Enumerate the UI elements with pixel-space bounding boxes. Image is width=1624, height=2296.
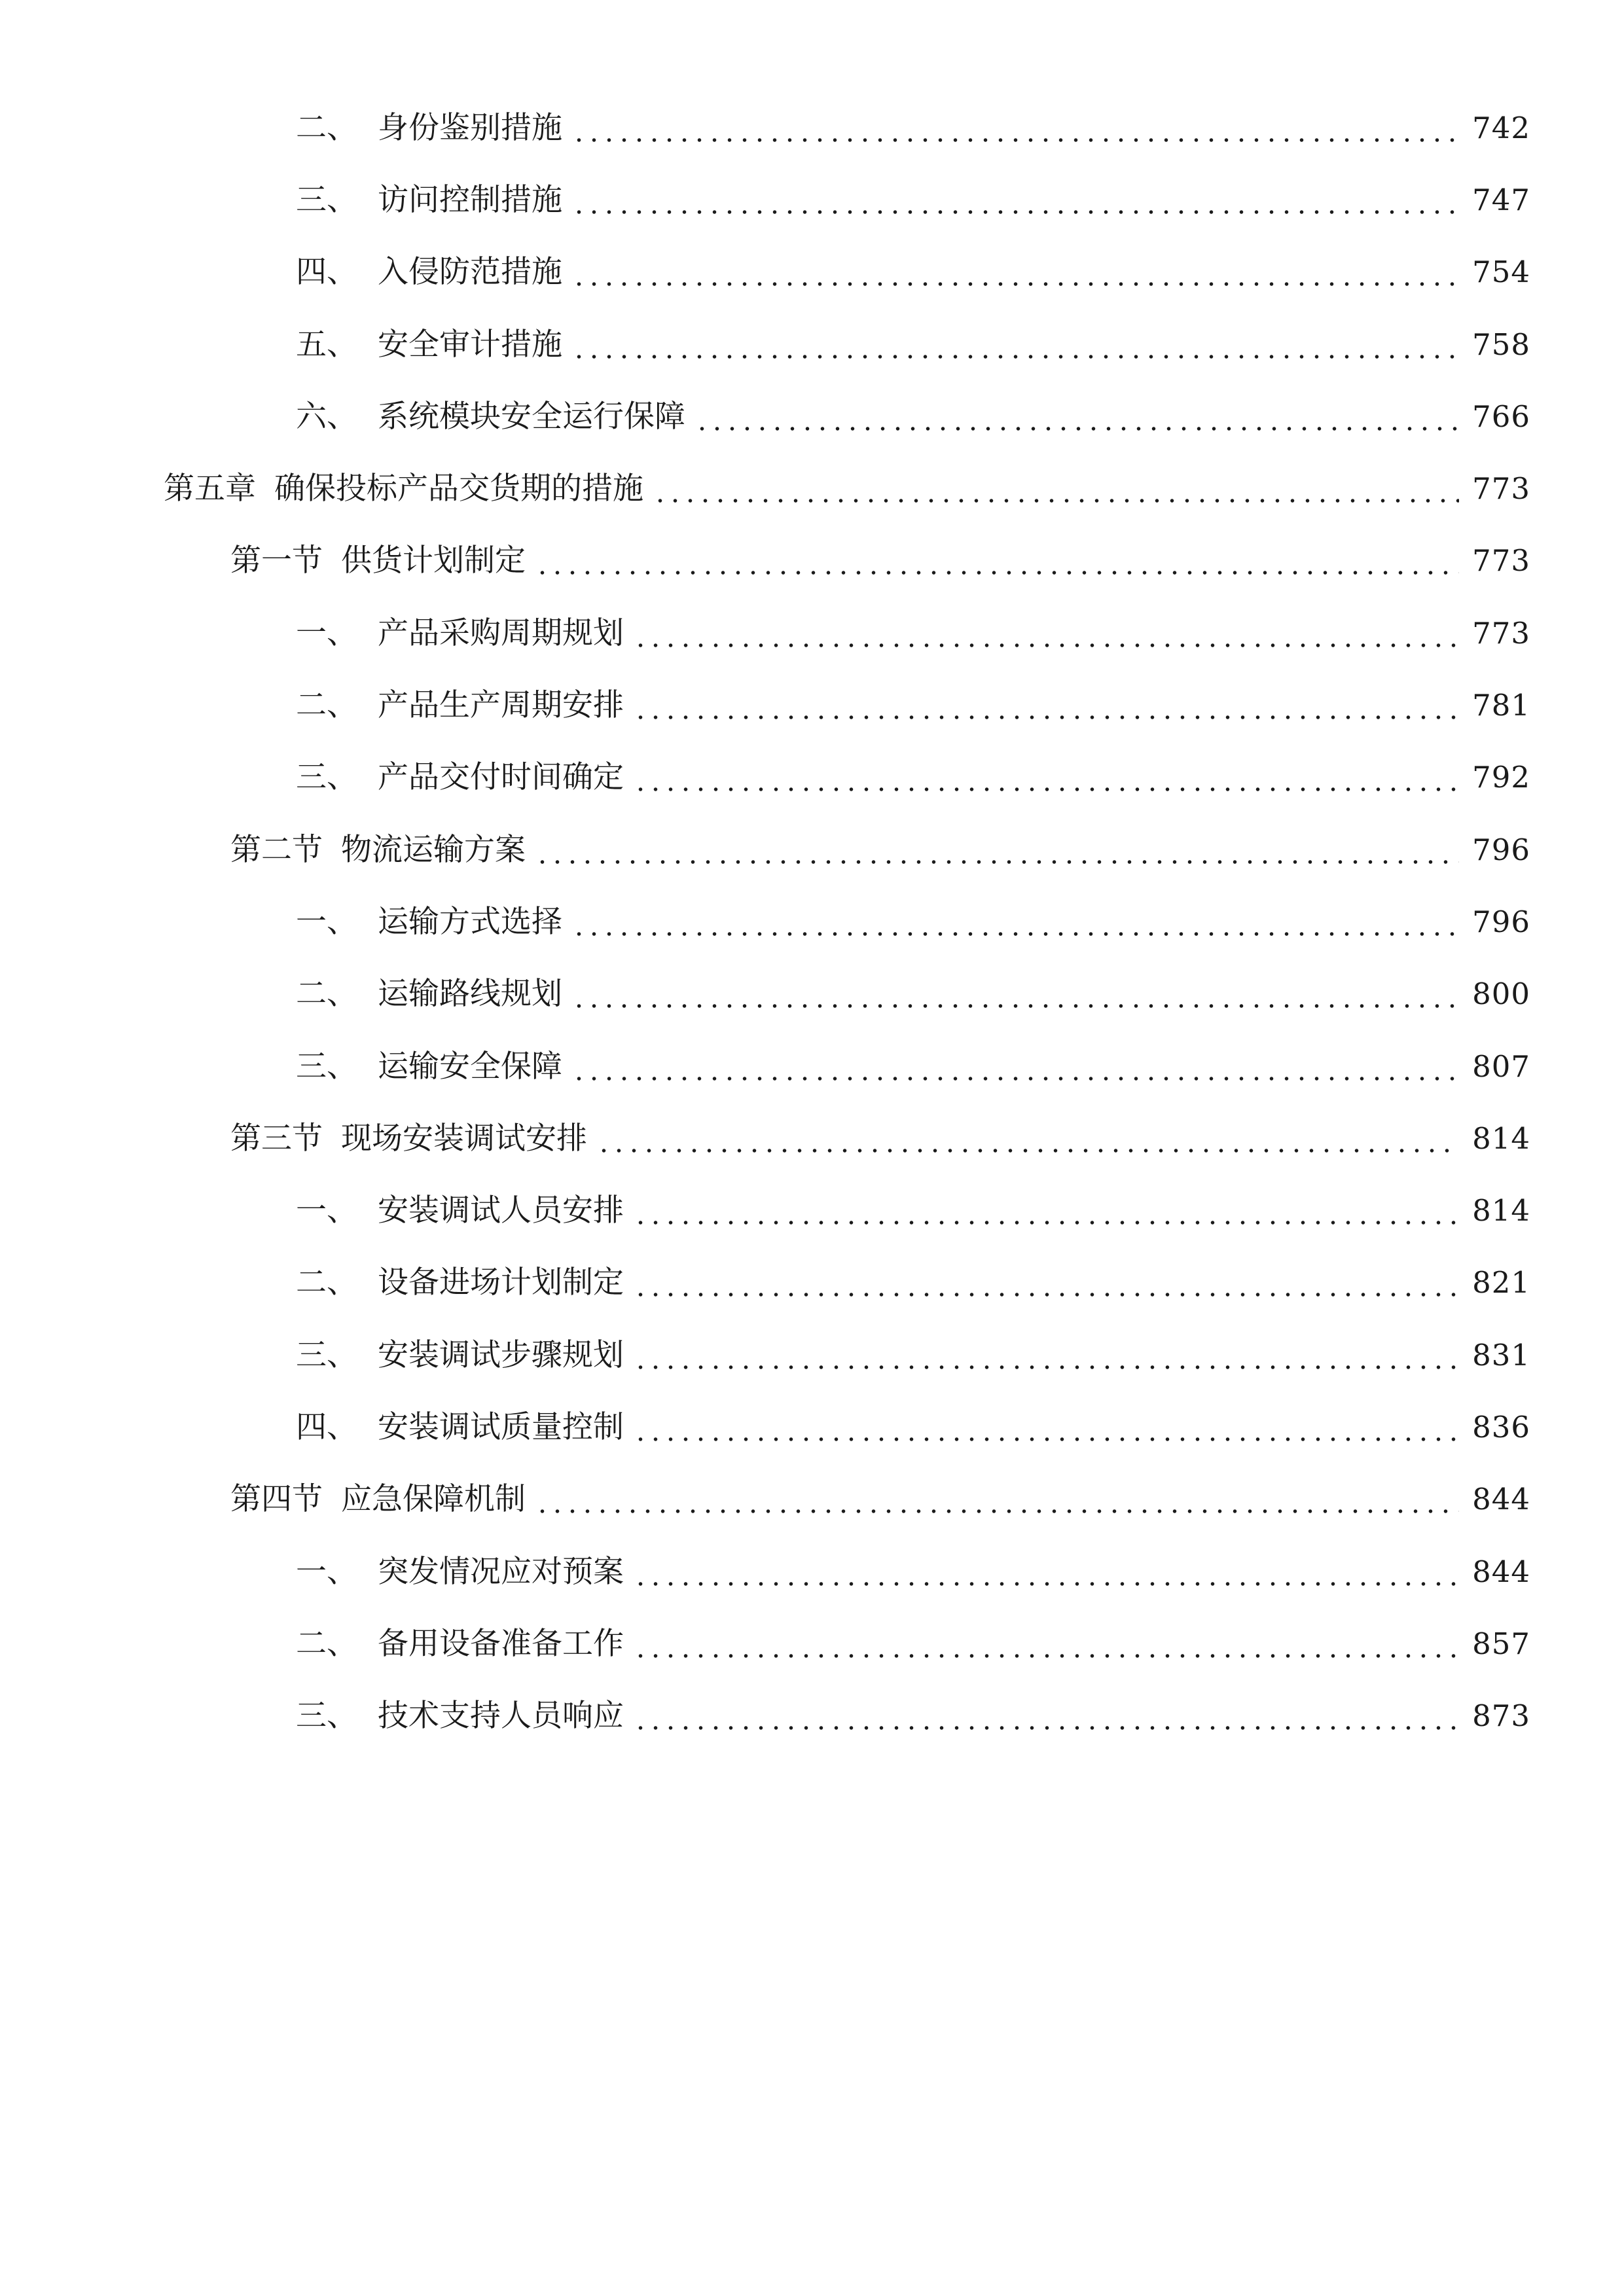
toc-entry-page-number: 821 [1472,1265,1530,1300]
toc-entry[interactable] [0,1174,1624,1246]
toc-entry-number: 五、 [296,326,357,363]
toc-entry-page-number: 758 [1472,327,1530,362]
dot-leader [633,1195,1459,1226]
toc-entry-number: 三、 [296,759,357,796]
dot-leader [571,1051,1459,1082]
toc-entry-page-number: 796 [1472,832,1530,867]
toc-entry[interactable] [0,92,1624,164]
toc-entry-number: 第一节 [230,543,323,579]
dot-leader [633,690,1459,721]
toc-entry-title: 产品生产周期安排 [378,687,624,724]
toc-entry-page-number: 873 [1472,1698,1530,1734]
toc-entry-number: 三、 [296,1336,357,1373]
toc-entry-page-number: 807 [1472,1049,1530,1084]
toc-entry-number: 第三节 [230,1120,323,1157]
toc-entry-title: 现场安装调试安排 [341,1120,587,1157]
toc-entry-title: 产品采购周期规划 [378,615,624,651]
dot-leader [535,1484,1459,1515]
toc-entry-title: 入侵防范措施 [378,254,562,291]
toc-entry[interactable] [0,1030,1624,1102]
toc-entry-number: 一、 [296,903,357,940]
dot-leader [571,185,1459,215]
dot-leader [571,329,1459,360]
toc-entry-page-number: 754 [1472,255,1530,290]
toc-entry-title: 确保投标产品交货期的措施 [274,471,643,507]
toc-entry[interactable] [0,1319,1624,1391]
toc-entry-number: 一、 [296,615,357,651]
toc-entry-title: 突发情况应对预案 [378,1553,624,1590]
toc-entry-page-number: 792 [1472,760,1530,795]
dot-leader [535,545,1459,576]
toc-entry-page-number: 814 [1472,1193,1530,1229]
toc-entry[interactable] [0,1680,1624,1752]
toc-entry-number: 三、 [296,1048,357,1085]
toc-entry-page-number: 773 [1472,615,1530,651]
dot-leader [633,1340,1459,1371]
dot-leader [653,473,1459,504]
toc-entry-page-number: 766 [1472,399,1530,434]
dot-leader [571,906,1459,937]
toc-entry-title: 运输路线规划 [378,976,562,1013]
dot-leader [633,1628,1459,1659]
dot-leader [633,1700,1459,1731]
toc-entry-page-number: 844 [1472,1554,1530,1589]
toc-entry[interactable] [0,597,1624,669]
toc-entry[interactable] [0,164,1624,236]
toc-entry-page-number: 773 [1472,543,1530,579]
toc-entry-page-number: 844 [1472,1482,1530,1517]
dot-leader [571,257,1459,287]
toc-entry-title: 供货计划制定 [341,543,526,579]
toc-entry-page-number: 747 [1472,182,1530,217]
toc-entry[interactable] [0,669,1624,741]
toc-entry-title: 访问控制措施 [378,181,562,218]
toc-entry-number: 四、 [296,1408,357,1445]
toc-entry-title: 系统模块安全运行保障 [378,398,685,435]
toc-entry-page-number: 742 [1472,110,1530,145]
toc-entry-number: 第四节 [230,1481,323,1518]
toc-entry-number: 六、 [296,398,357,435]
toc-entry-number: 第二节 [230,831,323,868]
toc-entry[interactable] [0,958,1624,1030]
toc-entry-title: 安全审计措施 [378,326,562,363]
toc-entry-number: 二、 [296,976,357,1013]
dot-leader [633,1267,1459,1298]
toc-entry-title: 设备进场计划制定 [378,1265,624,1301]
toc-entry[interactable] [0,1247,1624,1319]
toc-entry-page-number: 796 [1472,904,1530,939]
dot-leader [571,113,1459,143]
dot-leader [571,978,1459,1009]
toc-entry[interactable] [0,1535,1624,1607]
dot-leader [596,1123,1459,1154]
toc-section-entry[interactable] [0,814,1624,886]
toc-entry-number: 四、 [296,254,357,291]
toc-entry-title: 身份鉴别措施 [378,109,562,146]
toc-entry-title: 应急保障机制 [341,1481,526,1518]
toc-entry-page-number: 773 [1472,471,1530,507]
toc-entry-title: 技术支持人员响应 [378,1698,624,1734]
toc-entry-title: 备用设备准备工作 [378,1625,624,1662]
toc-entry-title: 产品交付时间确定 [378,759,624,796]
toc-entry[interactable] [0,1607,1624,1679]
toc-entry[interactable] [0,742,1624,814]
toc-entry-page-number: 800 [1472,977,1530,1012]
toc-entry-page-number: 836 [1472,1409,1530,1444]
toc-entry-title: 运输安全保障 [378,1048,562,1085]
toc-entry-number: 二、 [296,687,357,724]
toc-entry[interactable] [0,308,1624,380]
toc-entry-number: 三、 [296,1698,357,1734]
toc-entry-number: 一、 [296,1553,357,1590]
toc-chapter-entry[interactable] [0,452,1624,524]
toc-entry[interactable] [0,380,1624,452]
toc-entry-title: 安装调试人员安排 [378,1193,624,1229]
dot-leader [695,401,1459,432]
toc-entry-title: 运输方式选择 [378,903,562,940]
toc-entry-page-number: 814 [1472,1121,1530,1156]
toc-entry-number: 一、 [296,1193,357,1229]
toc-entry-number: 二、 [296,1625,357,1662]
toc-entry-page-number: 857 [1472,1626,1530,1661]
toc-entry-number: 三、 [296,181,357,218]
toc-entry-title: 物流运输方案 [341,831,526,868]
toc-section-entry[interactable] [0,1463,1624,1535]
toc-entry-number: 第五章 [164,471,256,507]
toc-section-entry[interactable] [0,1102,1624,1174]
dot-leader [633,618,1459,649]
dot-leader [633,762,1459,793]
toc-entry-page-number: 781 [1472,688,1530,723]
toc-entry-number: 二、 [296,1265,357,1301]
toc-section-entry[interactable] [0,525,1624,597]
dot-leader [633,1412,1459,1443]
toc-entry-number: 二、 [296,109,357,146]
toc-entry-title: 安装调试质量控制 [378,1408,624,1445]
toc-entry[interactable] [0,236,1624,308]
dot-leader [535,834,1459,865]
toc-entry-title: 安装调试步骤规划 [378,1336,624,1373]
table-of-contents [0,92,1624,1752]
toc-entry-page-number: 831 [1472,1337,1530,1372]
dot-leader [633,1556,1459,1587]
toc-entry[interactable] [0,886,1624,958]
toc-entry[interactable] [0,1391,1624,1463]
